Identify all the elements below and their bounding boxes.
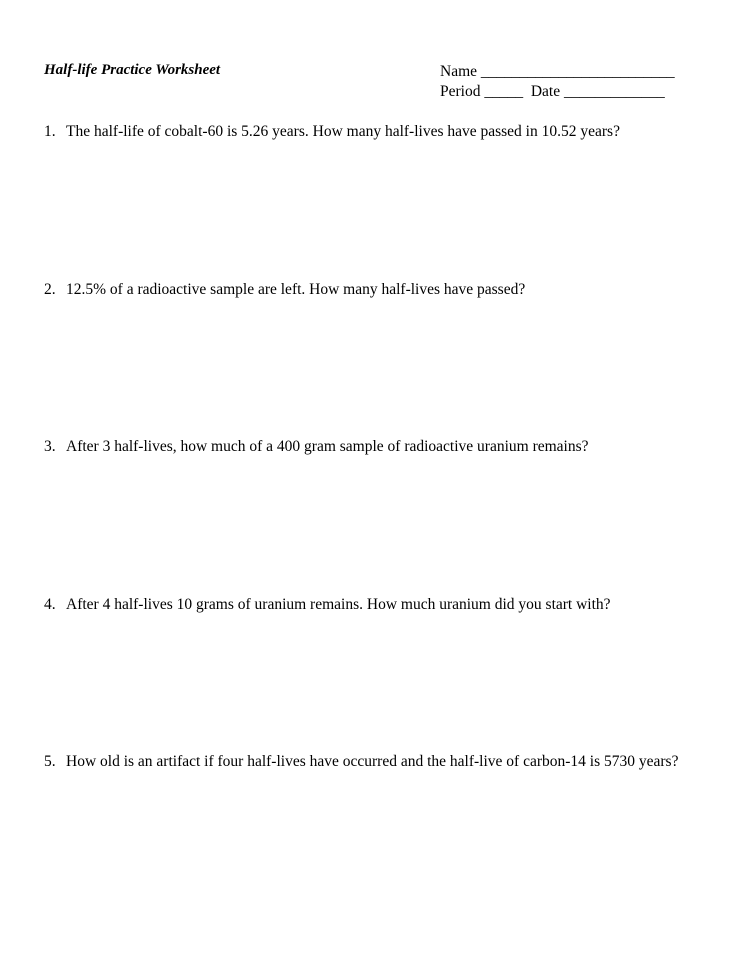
question-1: [44, 122, 704, 142]
question-text: How old is an artifact if four half-lives have occurred and the half-live of carbon-14 is 5730 years?: [66, 753, 679, 770]
question-number: 1.: [44, 123, 56, 140]
question-3: [44, 437, 704, 457]
question-number: 4.: [44, 596, 56, 613]
name-line: Name _________________________: [440, 63, 675, 80]
question-5: [44, 752, 704, 772]
question-text: 12.5% of a radioactive sample are left. How many half-lives have passed?: [66, 281, 526, 298]
question-2: [44, 280, 704, 300]
question-text: After 3 half-lives, how much of a 400 gram sample of radioactive uranium remains?: [66, 438, 589, 455]
question-4: [44, 595, 704, 615]
period-date-line: Period _____ Date _____________: [440, 83, 665, 100]
worksheet-title: Half-life Practice Worksheet: [44, 62, 221, 78]
question-text: After 4 half-lives 10 grams of uranium remains. How much uranium did you start with?: [66, 596, 611, 613]
question-number: 3.: [44, 438, 56, 455]
question-number: 5.: [44, 753, 56, 770]
student-info: [440, 62, 675, 102]
question-text: The half-life of cobalt-60 is 5.26 years. How many half-lives have passed in 10.52 years?: [66, 123, 620, 140]
question-number: 2.: [44, 281, 56, 298]
